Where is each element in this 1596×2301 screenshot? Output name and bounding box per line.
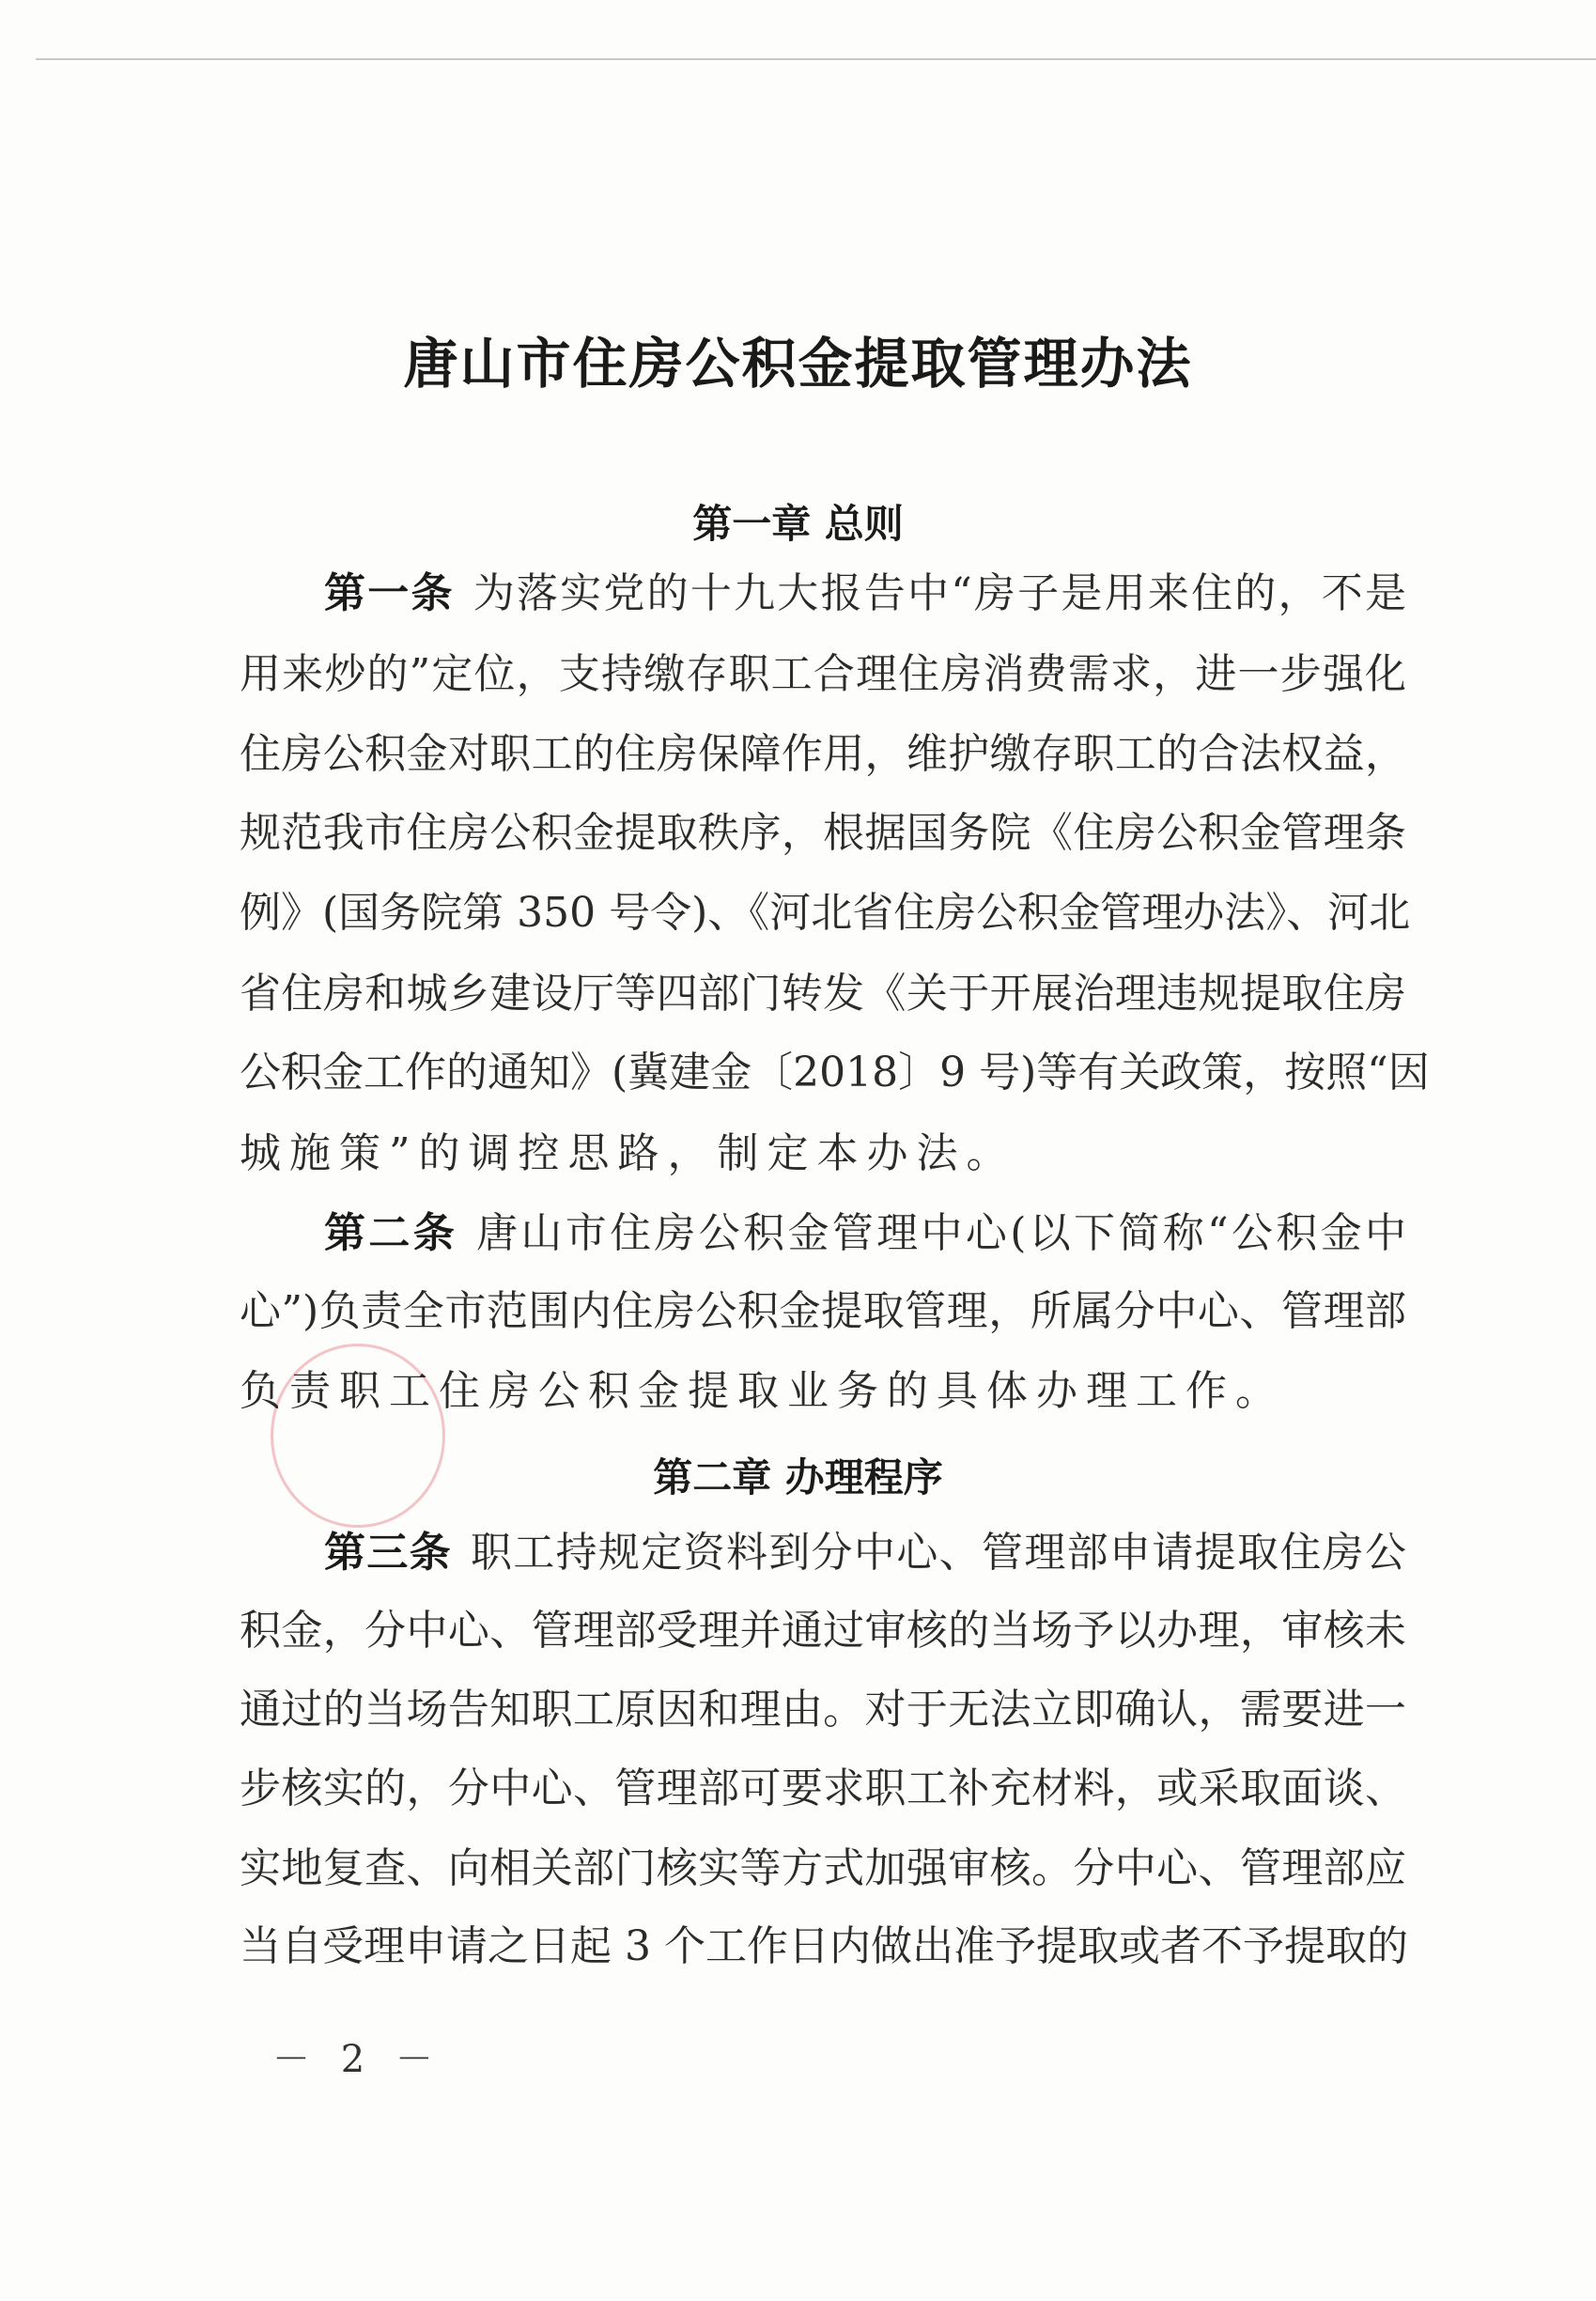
article-label: 第二条 — [324, 1209, 458, 1257]
document-title: 唐山市住房公积金提取管理办法 — [403, 332, 1193, 396]
article-line: 规范我市住房公积金提取秩序，根据国务院《住房公积金管理条 — [240, 809, 1406, 857]
article-line — [324, 567, 1406, 620]
article-line: 住房公积金对职工的住房保障作用，维护缴存职工的合法权益， — [240, 730, 1406, 778]
article-line: 积金，分中心、管理部受理并通过审核的当场予以办理，审核未 — [240, 1607, 1406, 1655]
article-line: 用来炒的”定位，支持缴存职工合理住房消费需求，进一步强化 — [240, 650, 1406, 698]
article-line: 实地复查、向相关部门核实等方式加强审核。分中心、管理部应 — [240, 1844, 1406, 1892]
chapter-heading: 第一章 总则 — [692, 501, 904, 547]
article-line: 步核实的，分中心、管理部可要求职工补充材料，或采取面谈、 — [240, 1765, 1406, 1812]
chapter-heading: 第二章 办理程序 — [653, 1454, 943, 1500]
article-text: 为落实党的十九大报告中“房子是用来住的，不是 — [473, 569, 1406, 617]
article-line: 通过的当场告知职工原因和理由。对于无法立即确认，需要进一 — [240, 1686, 1406, 1734]
article-text: 唐山市住房公积金管理中心(以下简称“公积金中 — [476, 1209, 1406, 1257]
article-line: 城施策”的调控思路，制定本办法。 — [240, 1129, 1016, 1177]
article-line: 公积金工作的通知》(冀建金〔2018〕9 号)等有关政策，按照“因 — [240, 1049, 1430, 1096]
scan-edge-line — [36, 58, 1596, 60]
article-line: 例》(国务院第 350 号令)、《河北省住房公积金管理办法》、河北 — [240, 889, 1411, 937]
article-line — [324, 1207, 1406, 1260]
article-line — [324, 1527, 1406, 1579]
page-number: － 2 － — [272, 2038, 442, 2081]
article-line: 心”)负责全市范围内住房公积金提取管理，所属分中心、管理部 — [240, 1287, 1406, 1335]
article-label: 第三条 — [324, 1529, 452, 1577]
article-line: 省住房和城乡建设厅等四部门转发《关于开展治理违规提取住房 — [240, 970, 1406, 1018]
article-label: 第一条 — [324, 569, 455, 617]
article-line: 当自受理申请之日起 3 个工作日内做出准予提取或者不予提取的 — [240, 1922, 1408, 1970]
article-text: 职工持规定资料到分中心、管理部申请提取住房公 — [471, 1529, 1406, 1577]
article-line: 负责职工住房公积金提取业务的具体办理工作。 — [240, 1367, 1285, 1415]
